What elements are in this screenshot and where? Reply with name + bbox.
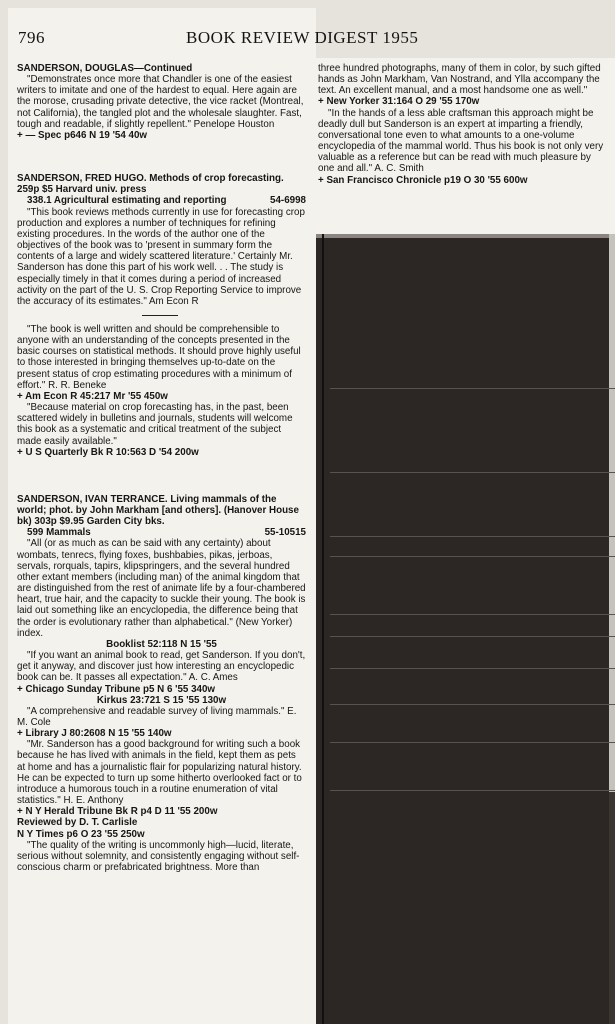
classification-line xyxy=(17,527,306,538)
right-column xyxy=(318,63,605,186)
review-quote: "In the hands of a less able craftsman this approach might be deadly dull but Sanderson is an expert at imparting a friendly, conversational tone even to what amounts to a one-volume encyclopedia of the mammal world. Thus his book is not only very valuable as a reference but can be read with much pleasure by one and all." A. C. Smith xyxy=(318,107,604,175)
entry-heading: SANDERSON, DOUGLAS—Continued xyxy=(17,63,193,74)
panel-line xyxy=(330,536,615,537)
classification-line xyxy=(17,195,306,206)
page-number: 796 xyxy=(18,28,45,47)
panel-right-edge xyxy=(609,232,615,792)
panel-line xyxy=(330,668,615,669)
review-source: + U S Quarterly Bk R 10:563 D '54 200w xyxy=(17,446,199,458)
left-column xyxy=(17,63,306,873)
entry-heading: SANDERSON, IVAN TERRANCE. Living mammals of the world; phot. by John Markham [and others]. (Hanover House bk) 303p $9.95 Garden City bks. xyxy=(17,493,299,528)
review-quote: "Mr. Sanderson has a good background for writing such a book because he has lived with animals in the field, kept them as pets at home and has a journalistic flair for popularizing natural history. He can be expected to turn up some hitherto overlooked fact or to introduce a humorous touch in a routine enumeration of vital statistics." H. E. Anthony xyxy=(17,739,302,807)
review-source: + Library J 80:2608 N 15 '55 140w xyxy=(17,728,172,740)
page-header xyxy=(18,22,598,48)
review-source: Booklist 52:118 N 15 '55 xyxy=(106,638,217,650)
review-source: + Am Econ R 45:217 Mr '55 450w xyxy=(17,390,168,402)
review-source: + San Francisco Chronicle p19 O 30 '55 600w xyxy=(318,174,528,186)
review-source: + Chicago Sunday Tribune p5 N 6 '55 340w xyxy=(17,683,216,695)
review-quote: "All (or as much as can be said with any certainty) about wombats, tenrecs, flying foxes, bushbabies, pikas, jerboas, servals, rorquals, tapirs, klipspringers, and the several hundred other extant members (including man) of the animal kingdom that are distinguished from the rest of animate life by a four-chambered heart, true hair, and the capacity to suckle their young. The book is laid out something like an encyclopedia, the difference being that the order is evolutionary rather than alphabetical." (New Yorker) index. xyxy=(17,538,306,639)
panel-line xyxy=(330,636,615,637)
review-source: N Y Times p6 O 23 '55 250w xyxy=(17,828,145,840)
review-source: Kirkus 23:721 S 15 '55 130w xyxy=(96,694,227,706)
short-rule xyxy=(142,315,178,316)
panel-line xyxy=(330,472,615,473)
catalog-number: 55-10515 xyxy=(264,527,306,539)
classification-subject: 599 Mammals xyxy=(27,527,91,539)
review-quote: "Because material on crop forecasting has, in the past, been scattered widely in bulletins and journals, students will welcome this book as a systematic and critical treatment of the subject made easily available." xyxy=(17,402,293,447)
dark-background-panel xyxy=(316,232,615,1024)
review-quote: "This book reviews methods currently in use for forecasting crop production and explores a number of techniques for refining existing procedures. In the words of the author one of the objectives of the book was to 'present in summary form the contents of a large and widely scattered literature.' Certainly Mr. Sanderson has done this part of his work well. . . The study is especially timely in that it comes during a period of increased activity on the part of the U. S. Crop Reporting Service to improve the accuracy of its estimates." Am Econ R xyxy=(17,206,305,307)
panel-right-edge-lower xyxy=(609,792,615,1024)
review-source: + N Y Herald Tribune Bk R p4 D 11 '55 200w xyxy=(17,806,218,818)
entry-heading: SANDERSON, FRED HUGO. Methods of crop forecasting. 259p $5 Harvard univ. press xyxy=(17,173,284,196)
review-quote: three hundred photographs, many of them in color, by such gifted hands as John Markham, Van Nostrand, and Ylla accompany the text. An excellent manual, and a most handsome one as well." xyxy=(318,63,601,97)
panel-line xyxy=(330,556,615,557)
panel-line xyxy=(330,704,615,705)
panel-line xyxy=(330,790,615,791)
panel-left-edge xyxy=(322,232,324,1024)
review-source: Reviewed by D. T. Carlisle xyxy=(17,817,138,829)
review-quote: "Demonstrates once more that Chandler is one of the easiest writers to imitate and one of the hardest to equal. Here again are the morose, crusading private detective, the vice racket (Montreal, not California), the tangled plot and the wholesale slaughter. Fast, tough and readable, if slightly repellent." Penelope Houston xyxy=(17,74,304,130)
review-source: + — Spec p646 N 19 '54 40w xyxy=(17,129,148,141)
classification-subject: 338.1 Agricultural estimating and reporting xyxy=(27,195,227,207)
panel-line xyxy=(330,614,615,615)
entry-spacer xyxy=(17,458,306,494)
panel-line xyxy=(330,388,615,389)
review-quote: "The quality of the writing is uncommonly high—lucid, literate, serious without solemnity, and consistently engaging without self-conscious charm or prefabricated brightness. More than xyxy=(17,839,300,873)
page-title: BOOK REVIEW DIGEST 1955 xyxy=(186,28,419,47)
review-quote: "A comprehensive and readable survey of living mammals." E. M. Cole xyxy=(17,705,297,728)
review-quote: "The book is well written and should be comprehensible to anyone with an understanding of the concepts presented in the basic courses on statistical methods. It should prove highly useful to those interested in bringing themselves up-to-date on the present status of crop estimating procedures with a minimum of effort." R. R. Beneke xyxy=(17,323,301,391)
review-quote: "If you want an animal book to read, get Sanderson. If you don't, get it anyway, and discover just how interesting an encyclopedic book can be. It passes all expectation." A. C. Ames xyxy=(17,650,306,684)
panel-line xyxy=(330,742,615,743)
entry-spacer xyxy=(17,141,306,173)
review-source: + New Yorker 31:164 O 29 '55 170w xyxy=(318,96,480,108)
catalog-number: 54-6998 xyxy=(270,195,306,207)
